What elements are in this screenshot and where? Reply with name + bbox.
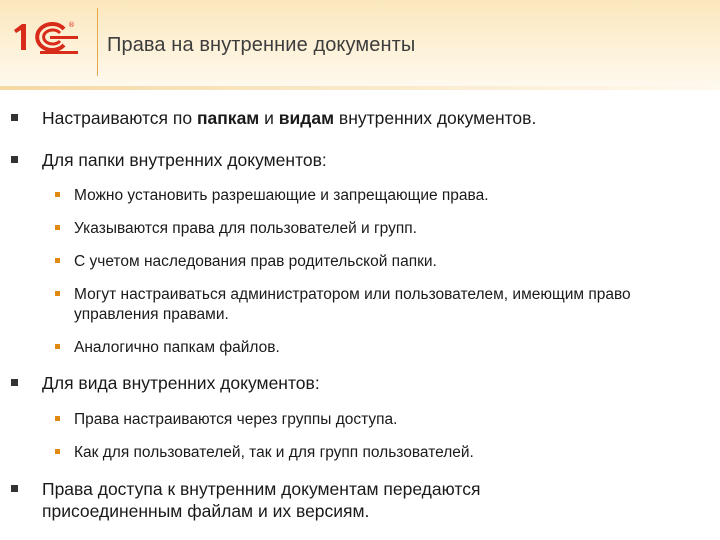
sub-bullet-icon (55, 258, 60, 263)
bullet-square-icon (11, 485, 18, 492)
sub-bullet-icon (55, 416, 60, 421)
sub-bullet-icon (55, 192, 60, 197)
sub-item-text: Как для пользователей, так и для групп пользователей. (74, 444, 474, 461)
bullet-item-4 (42, 478, 582, 522)
slide-header (0, 0, 720, 86)
sub-bullet-icon (55, 225, 60, 230)
header-divider (97, 8, 98, 76)
bullet-square-icon (11, 379, 18, 386)
sub-item (74, 186, 684, 206)
bullet-item-1 (42, 107, 702, 129)
sub-bullet-icon (55, 291, 60, 296)
registered-mark: ® (68, 21, 75, 29)
sub-item-text: С учетом наследования прав родительской папки. (74, 253, 437, 270)
header-rule (0, 86, 720, 90)
sub-bullet-icon (55, 344, 60, 349)
slide-title: Права на внутренние документы (107, 34, 416, 56)
item-2-text: Для папки внутренних документов: (42, 150, 327, 170)
sub-item (74, 252, 684, 272)
sub-item-text: Можно установить разрешающие и запрещающие права. (74, 187, 489, 204)
sub-item-text: Аналогично папкам файлов. (74, 339, 280, 356)
sub-item (74, 410, 684, 430)
item-3-text: Для вида внутренних документов: (42, 373, 320, 393)
bullet-square-icon (11, 114, 18, 121)
item-1-bold-types: видам (278, 108, 335, 128)
sub-item-text: Права настраиваются через группы доступа. (74, 411, 398, 428)
sub-bullet-icon (55, 449, 60, 454)
bullet-square-icon (11, 156, 18, 163)
bullet-item-2 (42, 149, 702, 171)
item-1-text-end: внутренних документов. (334, 108, 537, 128)
item-4-text: Права доступа к внутренним документам передаются присоединенным файлам и их версиям. (42, 479, 481, 521)
bullet-item-3 (42, 372, 702, 394)
sub-item (74, 285, 684, 325)
sub-item (74, 443, 684, 463)
item-1-text: Настраиваются по (42, 108, 197, 128)
1c-logo (10, 18, 82, 63)
sub-item (74, 219, 684, 239)
sub-item (74, 338, 684, 358)
item-1-text-mid: и (259, 108, 279, 128)
sub-item-text: Могут настраиваться администратором или пользователем, имеющим право управления правами. (74, 286, 631, 323)
item-1-bold-folders: папкам (196, 108, 260, 128)
sub-item-text: Указываются права для пользователей и групп. (74, 220, 417, 237)
